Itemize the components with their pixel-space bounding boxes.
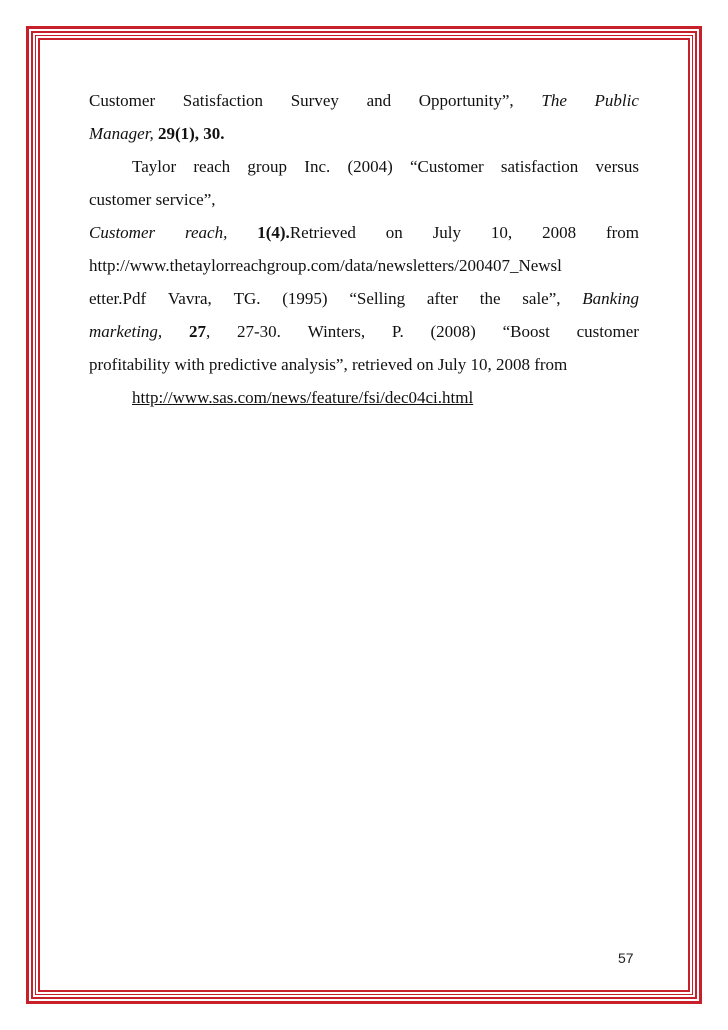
text-word: (2004): [347, 157, 393, 176]
text-word: sale”,: [522, 289, 561, 308]
text-word: (2008): [430, 322, 476, 341]
text-line: customer service”,: [89, 190, 216, 209]
text-word: satisfaction: [500, 157, 579, 176]
text-word: group: [247, 157, 288, 176]
journal-word: reach,: [185, 223, 228, 242]
volume-text: 27: [188, 322, 206, 341]
text-word: Winters,: [307, 322, 366, 341]
ref-line-2: [89, 117, 639, 150]
journal-word: Manager,: [89, 124, 154, 143]
text-word: and: [366, 91, 392, 110]
url-text: http://www.thetaylorreachgroup.com/data/newsletters/200407_Newsl: [89, 256, 562, 275]
text-word: July: [432, 223, 462, 242]
ref-line-1: [89, 84, 639, 117]
text-word: “Customer: [410, 157, 484, 176]
text-word: reach: [193, 157, 231, 176]
text-word: on: [385, 223, 403, 242]
ref-line-3: [89, 150, 639, 183]
reference-link[interactable]: http://www.sas.com/news/feature/fsi/dec04ci.html: [132, 388, 474, 407]
volume-text: 29(1), 30.: [157, 124, 225, 143]
text-word: TG.: [233, 289, 261, 308]
text-word: versus: [595, 157, 639, 176]
text-word: Satisfaction: [182, 91, 264, 110]
text-word: “Boost: [502, 322, 550, 341]
ref-line-10: [89, 381, 639, 414]
text-word: 10,: [490, 223, 513, 242]
text-word: Taylor: [132, 157, 177, 176]
issue-text: 1(4).: [257, 223, 290, 242]
ref-line-8: [89, 315, 639, 348]
ref-line-9: [89, 348, 639, 381]
text-word: Inc.: [304, 157, 331, 176]
text-word: 2008: [542, 223, 577, 242]
text-word: customer: [576, 322, 639, 341]
text-word: the: [479, 289, 501, 308]
ref-line-6: [89, 249, 639, 282]
text-word: ,: [205, 322, 211, 341]
text-word: Retrieved: [289, 223, 356, 242]
text-word: after: [426, 289, 458, 308]
journal-word: The: [541, 91, 567, 110]
journal-word: marketing,: [89, 322, 163, 341]
text-word: Vavra,: [167, 289, 212, 308]
text-word: etter.Pdf: [89, 289, 147, 308]
ref-line-7: [89, 282, 639, 315]
text-word: from: [605, 223, 639, 242]
text-word: Survey: [290, 91, 339, 110]
ref-line-5: [89, 216, 639, 249]
text-word: 27-30.: [237, 322, 281, 341]
journal-word: Customer: [89, 223, 156, 242]
references-text: [89, 84, 639, 414]
page-number: 57: [618, 950, 634, 966]
text-word: Opportunity”,: [418, 91, 514, 110]
journal-word: Public: [594, 91, 639, 110]
journal-word: Banking: [582, 289, 639, 308]
text-word: P.: [391, 322, 404, 341]
text-word: Customer: [89, 91, 156, 110]
text-word: “Selling: [349, 289, 406, 308]
text-word: (1995): [282, 289, 328, 308]
ref-line-4: [89, 183, 639, 216]
text-line: profitability with predictive analysis”, retrieved on July 10, 2008 from: [89, 355, 568, 374]
